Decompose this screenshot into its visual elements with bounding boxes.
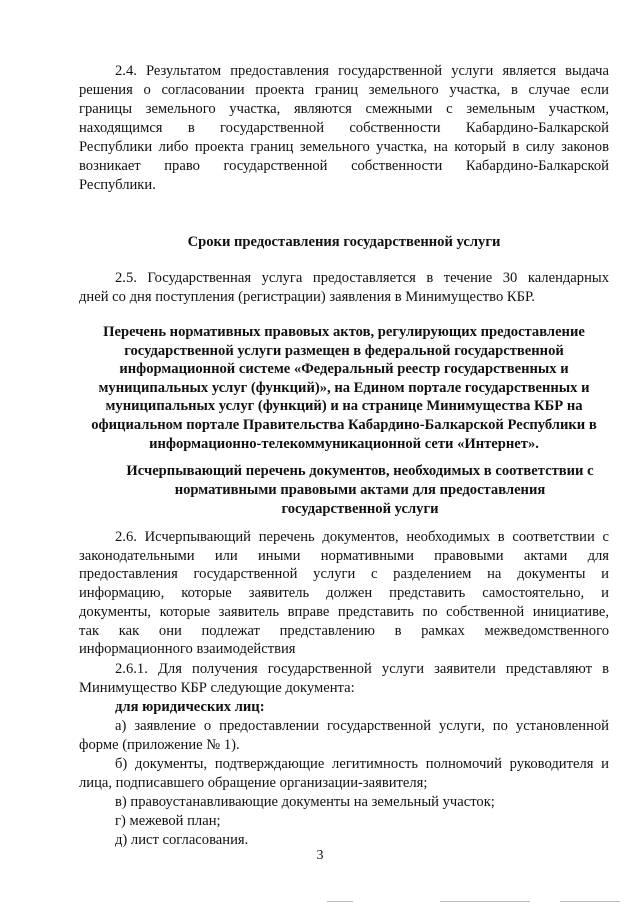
heading-line: государственной услуги размещен в федеральной государственной xyxy=(124,342,564,359)
text-line: дней со дня поступления (регистрации) заявления в Минимущество КБР. xyxy=(79,289,535,305)
text-line: 2.6. Исчерпывающий перечень документов, необходимых в соответствии с xyxy=(115,529,609,545)
heading-line: информационной системе «Федеральный реестр государственных и xyxy=(119,361,569,378)
heading-line: муниципальных услуг (функций)», на Едином портале государственных и xyxy=(98,379,590,396)
heading-line: Перечень нормативных правовых актов, регулирующих предоставление xyxy=(103,324,585,340)
paragraph-2-6 xyxy=(79,528,609,659)
scan-artifact xyxy=(560,901,620,902)
text-line: возникает право государственной собственности Кабардино-Балкарской xyxy=(79,158,609,174)
text-line: документы, которые заявитель вправе представить по собственной инициативе, xyxy=(79,603,609,620)
heading-line: государственной услуги xyxy=(281,501,439,517)
text-line: Минимущество КБР следующие документа: xyxy=(79,680,355,696)
text-line: а) заявление о предоставлении государственной услуги, по установленной xyxy=(115,718,609,734)
text-line: границы земельного участка, являются смежными с земельным участком, xyxy=(79,101,609,117)
text-line: Республики. xyxy=(79,177,156,193)
heading-line: информационно-телекоммуникационной сети «Интернет». xyxy=(149,435,539,452)
text-line: 2.5. Государственная услуга предоставляется в течение 30 календарных xyxy=(115,270,609,286)
text-line: б) документы, подтверждающие легитимность полномочий руководителя и xyxy=(115,756,609,772)
text-line: 2.4. Результатом предоставления государственной услуги является выдача xyxy=(115,63,609,79)
heading-line: муниципальных услуг (функций) и на странице Минимущества КБР на xyxy=(105,398,583,415)
paragraph-2-4 xyxy=(79,62,609,195)
paragraph-2-6-1 xyxy=(79,660,609,698)
text-line: так как они подлежат представлению в рамках межведомственного xyxy=(79,622,609,639)
text-line: информацию, которые заявитель должен представить самостоятельно, и xyxy=(79,585,609,602)
list-item-g: г) межевой план; xyxy=(115,813,221,829)
text-line: Республики либо проекта границ земельного участка, на который в силу законов xyxy=(79,139,609,155)
text-line: лица, подписавшего обращение организации-заявителя; xyxy=(79,775,428,791)
section-heading-terms: Сроки предоставления государственной услуги xyxy=(187,234,501,250)
list-item-a xyxy=(79,717,609,755)
text-line: предоставления государственной услуги с разделением на документы и xyxy=(79,566,609,583)
section-heading-legal-acts xyxy=(79,323,609,453)
page-number: 3 xyxy=(316,848,324,863)
text-line: 2.6.1. Для получения государственной услуги заявители представляют в xyxy=(115,661,609,677)
heading-line: официальном портале Правительства Кабардино-Балкарской Республики в xyxy=(91,416,597,433)
list-item-v: в) правоустанавливающие документы на земельный участок; xyxy=(115,794,495,810)
legal-entities-heading: для юридических лиц: xyxy=(115,699,265,715)
paragraph-2-5 xyxy=(79,269,609,307)
text-line: форме (приложение № 1). xyxy=(79,737,240,753)
text-line: информационного взаимодействия xyxy=(79,641,296,658)
heading-line: Исчерпывающий перечень документов, необходимых в соответствии с xyxy=(126,463,594,479)
list-item-b xyxy=(79,755,609,793)
list-item-d: д) лист согласования. xyxy=(115,832,249,848)
text-line: решения о согласовании проекта границ земельного участка, в случае если xyxy=(79,82,609,98)
text-line: находящимся в государственной собственности Кабардино-Балкарской xyxy=(79,120,609,136)
heading-line: нормативными правовыми актами для предоставления xyxy=(174,482,546,498)
scan-artifact xyxy=(440,901,530,902)
text-line: законодательными или иными нормативными правовыми актами для xyxy=(79,547,609,564)
section-heading-documents-list xyxy=(100,462,620,519)
scan-artifact xyxy=(327,901,353,902)
